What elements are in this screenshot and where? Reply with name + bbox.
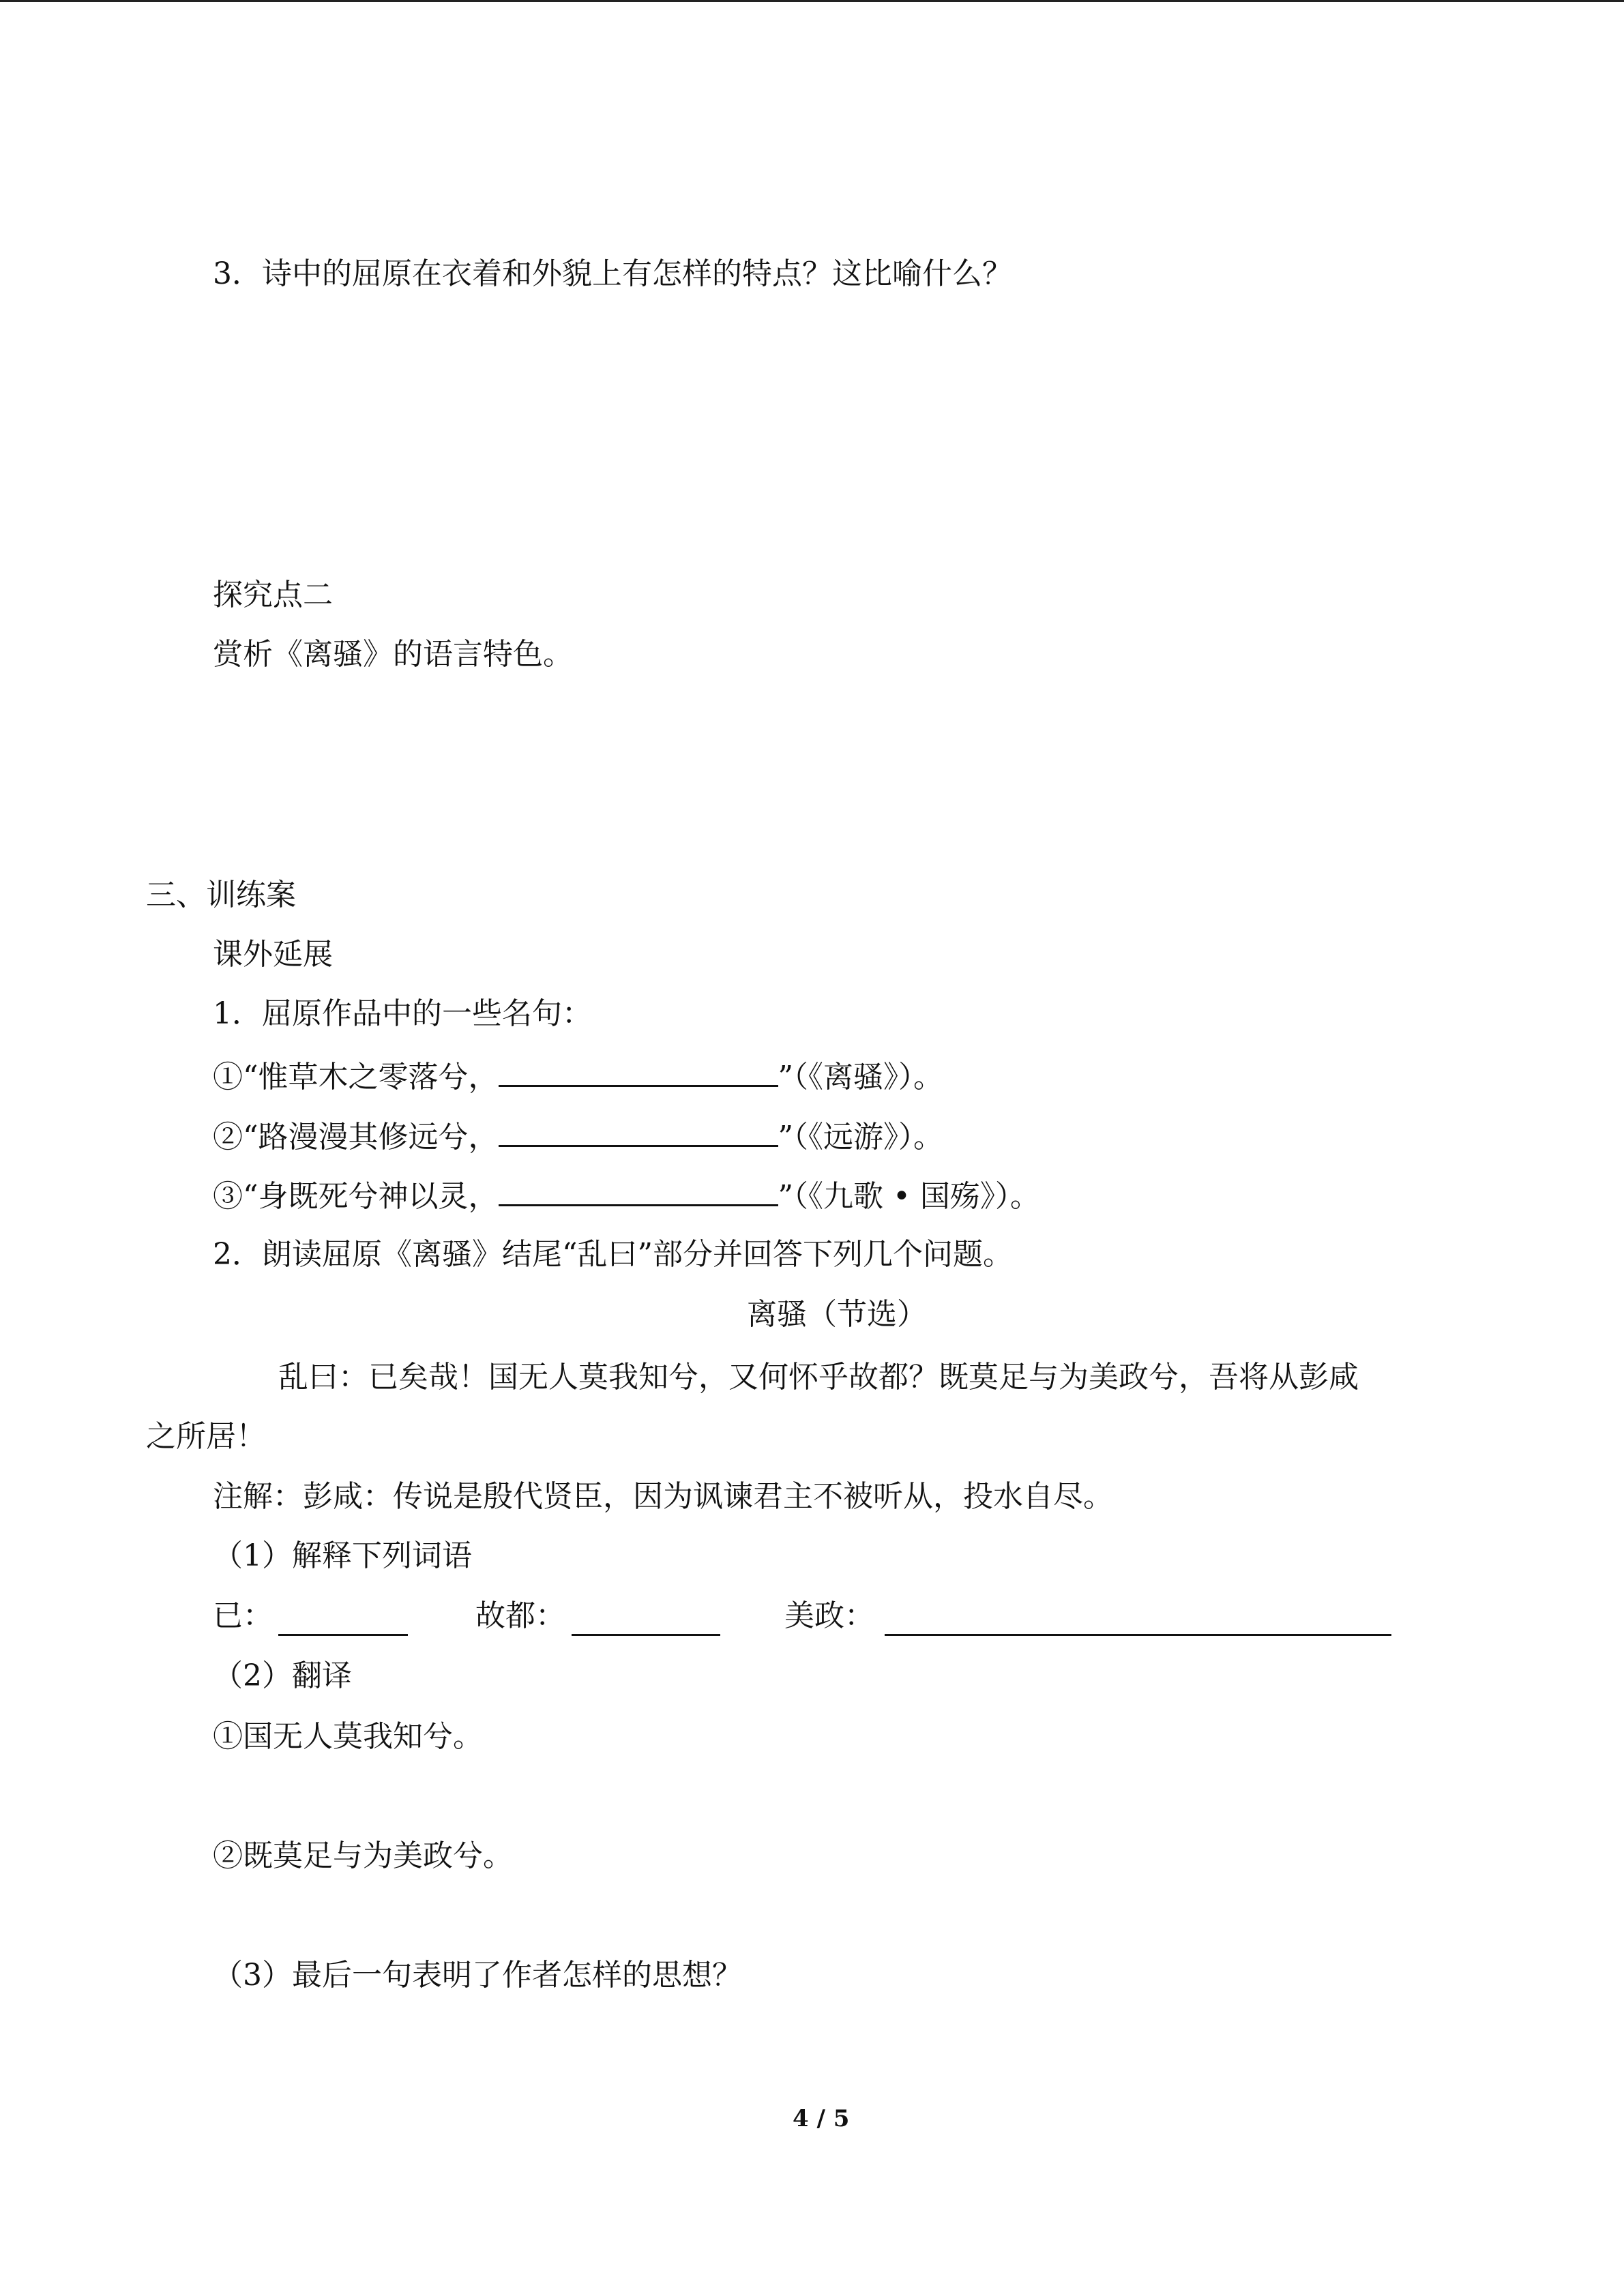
extension-title: 课外延展 bbox=[213, 937, 333, 972]
term-meizheng-label: 美政： bbox=[784, 1598, 874, 1633]
sub-question-3: （3）最后一句表明了作者怎样的思想？ bbox=[213, 1958, 742, 1993]
quote-3-suffix: ”（《九歌 • 国殇》）。 bbox=[778, 1179, 1040, 1214]
quote-2 bbox=[213, 1115, 943, 1158]
quote-1-suffix: ”（《离骚》）。 bbox=[778, 1060, 943, 1094]
question-1-intro: 1．屈原作品中的一些名句： bbox=[213, 996, 592, 1031]
question-3: 3．诗中的屈原在衣着和外貌上有怎样的特点？这比喻什么？ bbox=[213, 256, 1012, 291]
question-2-intro: 2．朗读屈原《离骚》结尾“乱曰”部分并回答下列几个问题。 bbox=[213, 1237, 1013, 1272]
top-border-line bbox=[0, 0, 1624, 2]
poem-title: 离骚（节选） bbox=[747, 1297, 927, 1332]
explore-point-two-heading: 探究点二 bbox=[213, 578, 333, 612]
quote-2-blank[interactable] bbox=[499, 1115, 778, 1147]
quote-2-suffix: ”（《远游》）。 bbox=[778, 1120, 943, 1154]
term-yi-label: 已： bbox=[213, 1598, 273, 1633]
section-three-heading: 三、训练案 bbox=[146, 878, 296, 912]
explore-task: 赏析《离骚》的语言特色。 bbox=[213, 637, 573, 672]
quote-2-prefix: ②“路漫漫其修远兮， bbox=[213, 1120, 499, 1154]
translation-1: ①国无人莫我知兮。 bbox=[213, 1719, 483, 1754]
term-meizheng-blank[interactable] bbox=[885, 1604, 1391, 1636]
term-gudu-blank[interactable] bbox=[572, 1604, 720, 1636]
poem-line-1: 乱曰：已矣哉！国无人莫我知兮，又何怀乎故都？既莫足与为美政兮，吾将从彭咸 bbox=[278, 1360, 1359, 1395]
sub-question-2: （2）翻译 bbox=[213, 1658, 352, 1693]
page-number: 4 / 5 bbox=[793, 2105, 850, 2132]
quote-3-blank[interactable] bbox=[499, 1174, 778, 1206]
poem-line-2: 之所居！ bbox=[146, 1419, 266, 1454]
term-gudu-label: 故都： bbox=[475, 1598, 565, 1633]
quote-1 bbox=[213, 1055, 943, 1098]
term-yi-blank[interactable] bbox=[278, 1604, 408, 1636]
quote-3-prefix: ③“身既死兮神以灵， bbox=[213, 1179, 499, 1214]
quote-1-prefix: ①“惟草木之零落兮， bbox=[213, 1060, 499, 1094]
quote-3 bbox=[213, 1174, 1040, 1217]
sub-question-1: （1）解释下列词语 bbox=[213, 1538, 472, 1573]
annotation: 注解：彭咸：传说是殷代贤臣，因为讽谏君主不被听从，投水自尽。 bbox=[213, 1479, 1113, 1514]
quote-1-blank[interactable] bbox=[499, 1055, 778, 1087]
translation-2: ②既莫足与为美政兮。 bbox=[213, 1838, 513, 1873]
